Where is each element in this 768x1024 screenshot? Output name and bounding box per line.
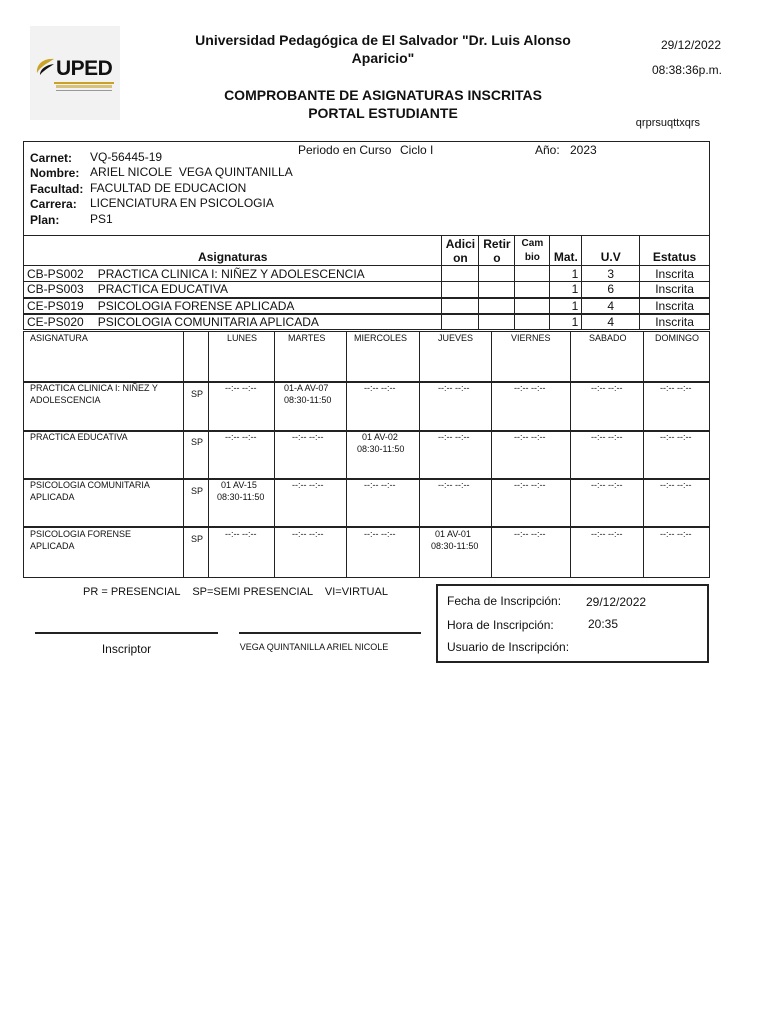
sched-empty-lunes: --:-- --:--: [225, 383, 257, 393]
col-adicion-1: Adici: [445, 236, 476, 251]
subject-name: PRACTICA CLINICA I: NIÑEZ Y ADOLESCENCIA: [97, 266, 365, 281]
logo-tagline-bar: [56, 85, 112, 88]
uv-cell: 6: [582, 282, 640, 298]
subject-code: CB-PS002: [27, 266, 84, 281]
sched-empty-martes: --:-- --:--: [292, 432, 324, 442]
adicion-cell: [442, 314, 479, 330]
logo-bar: [54, 82, 114, 84]
sched-empty-lunes: --:-- --:--: [225, 529, 257, 539]
plan-label: Plan:: [30, 213, 60, 227]
subjects-table: [23, 235, 710, 330]
inscriptor-label: Inscriptor: [101, 642, 152, 656]
uv-cell: 4: [582, 314, 640, 330]
carrera-value: LICENCIATURA EN PSICOLOGIA: [90, 196, 274, 210]
sched-empty-sabado: --:-- --:--: [591, 480, 623, 490]
sched-empty-viernes: --:-- --:--: [514, 480, 546, 490]
status-cell: Inscrita: [640, 298, 710, 314]
student-signature-line: [239, 632, 421, 634]
schedule-grid: [23, 331, 710, 578]
mat-cell: 1: [550, 282, 582, 298]
sched-empty-lunes: --:-- --:--: [225, 432, 257, 442]
sched-empty-jueves: --:-- --:--: [438, 480, 470, 490]
retiro-cell: [479, 298, 515, 314]
document-title-line-2: PORTAL ESTUDIANTE: [308, 105, 458, 121]
sched-mode: SP: [191, 534, 204, 544]
sched-subject-name-2: APLICADA: [30, 541, 75, 551]
sched-slot-room: 01 AV-02: [362, 432, 398, 442]
grid-line: [643, 332, 644, 577]
table-row: [24, 314, 710, 330]
grid-line: [570, 332, 571, 577]
col-retiro-2: o: [493, 250, 501, 265]
university-logo: [30, 26, 120, 120]
inscriptor-signature-line: [35, 632, 218, 634]
sched-empty-sabado: --:-- --:--: [591, 383, 623, 393]
sched-col-lunes: LUNES: [227, 333, 258, 343]
sched-col-martes: MARTES: [288, 333, 326, 343]
sched-slot-time: 08:30-11:50: [431, 541, 479, 551]
carrera-label: Carrera:: [30, 197, 77, 211]
sched-empty-viernes: --:-- --:--: [514, 383, 546, 393]
subject-cell: [24, 298, 442, 314]
grid-line: [419, 332, 420, 577]
sched-empty-sabado: --:-- --:--: [591, 529, 623, 539]
sched-slot-time: 08:30-11:50: [357, 444, 405, 454]
hora-label: Hora de Inscripción:: [447, 618, 554, 632]
sched-empty-domingo: --:-- --:--: [660, 480, 692, 490]
verification-code: qrprsuqttxqrs: [635, 117, 700, 129]
student-signature-name: VEGA QUINTANILLA ARIEL NICOLE: [239, 642, 389, 652]
col-cambio: [515, 236, 550, 266]
sched-subject-name: PRACTICA EDUCATIVA: [30, 432, 128, 442]
grid-line: [346, 332, 347, 577]
logo-divider: [56, 90, 112, 91]
subject-cell: [24, 314, 442, 330]
plan-value: PS1: [90, 212, 113, 226]
sched-col-domingo: DOMINGO: [655, 333, 699, 343]
usuario-label: Usuario de Inscripción:: [447, 640, 570, 654]
mat-cell: 1: [550, 266, 582, 282]
sched-subject-name-2: APLICADA: [30, 492, 75, 502]
modality-legend: PR = PRESENCIAL SP=SEMI PRESENCIAL VI=VIRTUAL: [83, 586, 388, 598]
grid-line: [208, 332, 209, 577]
ciclo-value: Ciclo I: [400, 143, 434, 157]
subjects-header-row: [24, 236, 710, 266]
document-title: [190, 86, 576, 122]
col-cambio-2: bio: [524, 251, 540, 263]
anio-label: Año:: [535, 143, 560, 157]
sched-mode: SP: [191, 486, 204, 496]
inscription-info-box: [436, 584, 709, 663]
status-cell: Inscrita: [640, 282, 710, 298]
col-mat: Mat.: [550, 236, 582, 266]
cambio-cell: [515, 314, 550, 330]
sched-subject-name: PRACTICA CLINICA I: NIÑEZ Y: [30, 383, 158, 393]
grid-line: [491, 332, 492, 577]
sched-slot-time: 08:30-11:50: [284, 395, 332, 405]
sched-slot-room: 01 AV-01: [435, 529, 471, 539]
subject-code: CE-PS020: [27, 314, 84, 329]
col-uv: U.V: [582, 236, 640, 266]
cambio-cell: [515, 266, 550, 282]
sched-slot-room: 01 AV-15: [221, 480, 257, 490]
facultad-label: Facultad:: [30, 182, 84, 196]
adicion-cell: [442, 282, 479, 298]
anio-value: 2023: [570, 143, 597, 157]
sched-subject-name: PSICOLOGIA FORENSE: [30, 529, 132, 539]
sched-col-jueves: JUEVES: [438, 333, 474, 343]
sched-empty-martes: --:-- --:--: [292, 480, 324, 490]
sched-mode: SP: [191, 437, 204, 447]
subject-name: PRACTICA EDUCATIVA: [97, 282, 228, 297]
subject-cell: [24, 282, 442, 298]
adicion-cell: [442, 266, 479, 282]
subject-code: CB-PS003: [27, 282, 84, 297]
col-adicion: [442, 236, 479, 266]
swoosh-icon: [34, 56, 56, 78]
sched-subject-name: PSICOLOGIA COMUNITARIA: [30, 480, 150, 490]
sched-col-sabado: SABADO: [589, 333, 627, 343]
cambio-cell: [515, 298, 550, 314]
uv-cell: 3: [582, 266, 640, 282]
carnet-label: Carnet:: [30, 151, 73, 165]
nombre-label: Nombre:: [30, 166, 80, 180]
hora-value: 20:35: [588, 617, 619, 631]
fecha-value: 29/12/2022: [586, 595, 647, 609]
subject-name: PSICOLOGIA COMUNITARIA APLICADA: [97, 314, 319, 329]
sched-mode: SP: [191, 389, 204, 399]
sched-empty-domingo: --:-- --:--: [660, 432, 692, 442]
mat-cell: 1: [550, 314, 582, 330]
adicion-cell: [442, 298, 479, 314]
periodo-label: Periodo en Curso: [298, 143, 392, 157]
grid-line: [274, 332, 275, 577]
sched-col-miercoles: MIERCOLES: [354, 333, 408, 343]
sched-slot-time: 08:30-11:50: [217, 492, 265, 502]
print-date: 29/12/2022: [660, 38, 721, 52]
student-info-box: [23, 141, 710, 236]
status-cell: Inscrita: [640, 314, 710, 330]
retiro-cell: [479, 314, 515, 330]
retiro-cell: [479, 282, 515, 298]
col-adicion-2: on: [453, 250, 468, 265]
status-cell: Inscrita: [640, 266, 710, 282]
mat-cell: 1: [550, 298, 582, 314]
subject-cell: [24, 266, 442, 282]
sched-empty-miercoles: --:-- --:--: [364, 529, 396, 539]
table-row: [24, 266, 710, 282]
retiro-cell: [479, 266, 515, 282]
sched-col-viernes: VIERNES: [511, 333, 551, 343]
sched-empty-domingo: --:-- --:--: [660, 383, 692, 393]
sched-col-asignatura: ASIGNATURA: [30, 333, 88, 343]
facultad-value: FACULTAD DE EDUCACION: [90, 181, 247, 195]
sched-empty-viernes: --:-- --:--: [514, 529, 546, 539]
sched-empty-martes: --:-- --:--: [292, 529, 324, 539]
table-row: [24, 298, 710, 314]
sched-empty-domingo: --:-- --:--: [660, 529, 692, 539]
subject-name: PSICOLOGIA FORENSE APLICADA: [97, 298, 295, 313]
subject-code: CE-PS019: [27, 298, 84, 313]
fecha-label: Fecha de Inscripción:: [447, 594, 562, 608]
col-asignaturas: Asignaturas: [24, 236, 442, 266]
sched-subject-name-2: ADOLESCENCIA: [30, 395, 101, 405]
uv-cell: 4: [582, 298, 640, 314]
col-cambio-1: Cam: [521, 237, 544, 249]
nombre-value: ARIEL NICOLE VEGA QUINTANILLA: [90, 165, 293, 179]
logo-text: UPED: [56, 57, 113, 80]
sched-empty-miercoles: --:-- --:--: [364, 383, 396, 393]
sched-slot-room: 01-A AV-07: [284, 383, 329, 393]
print-time: 08:38:36p.m.: [651, 63, 722, 77]
grid-line: [183, 332, 184, 577]
sched-empty-jueves: --:-- --:--: [438, 383, 470, 393]
col-retiro-1: Retir: [483, 236, 511, 251]
document-title-line-1: COMPROBANTE DE ASIGNATURAS INSCRITAS: [224, 87, 542, 103]
sched-empty-sabado: --:-- --:--: [591, 432, 623, 442]
carnet-value: VQ-56445-19: [90, 150, 163, 164]
cambio-cell: [515, 282, 550, 298]
table-row: [24, 282, 710, 298]
university-name: Universidad Pedagógica de El Salvador "Dr. Luis Alonso Aparicio": [195, 32, 571, 66]
col-estatus: Estatus: [640, 236, 710, 266]
col-retiro: [479, 236, 515, 266]
sched-empty-viernes: --:-- --:--: [514, 432, 546, 442]
sched-empty-jueves: --:-- --:--: [438, 432, 470, 442]
sched-empty-miercoles: --:-- --:--: [364, 480, 396, 490]
